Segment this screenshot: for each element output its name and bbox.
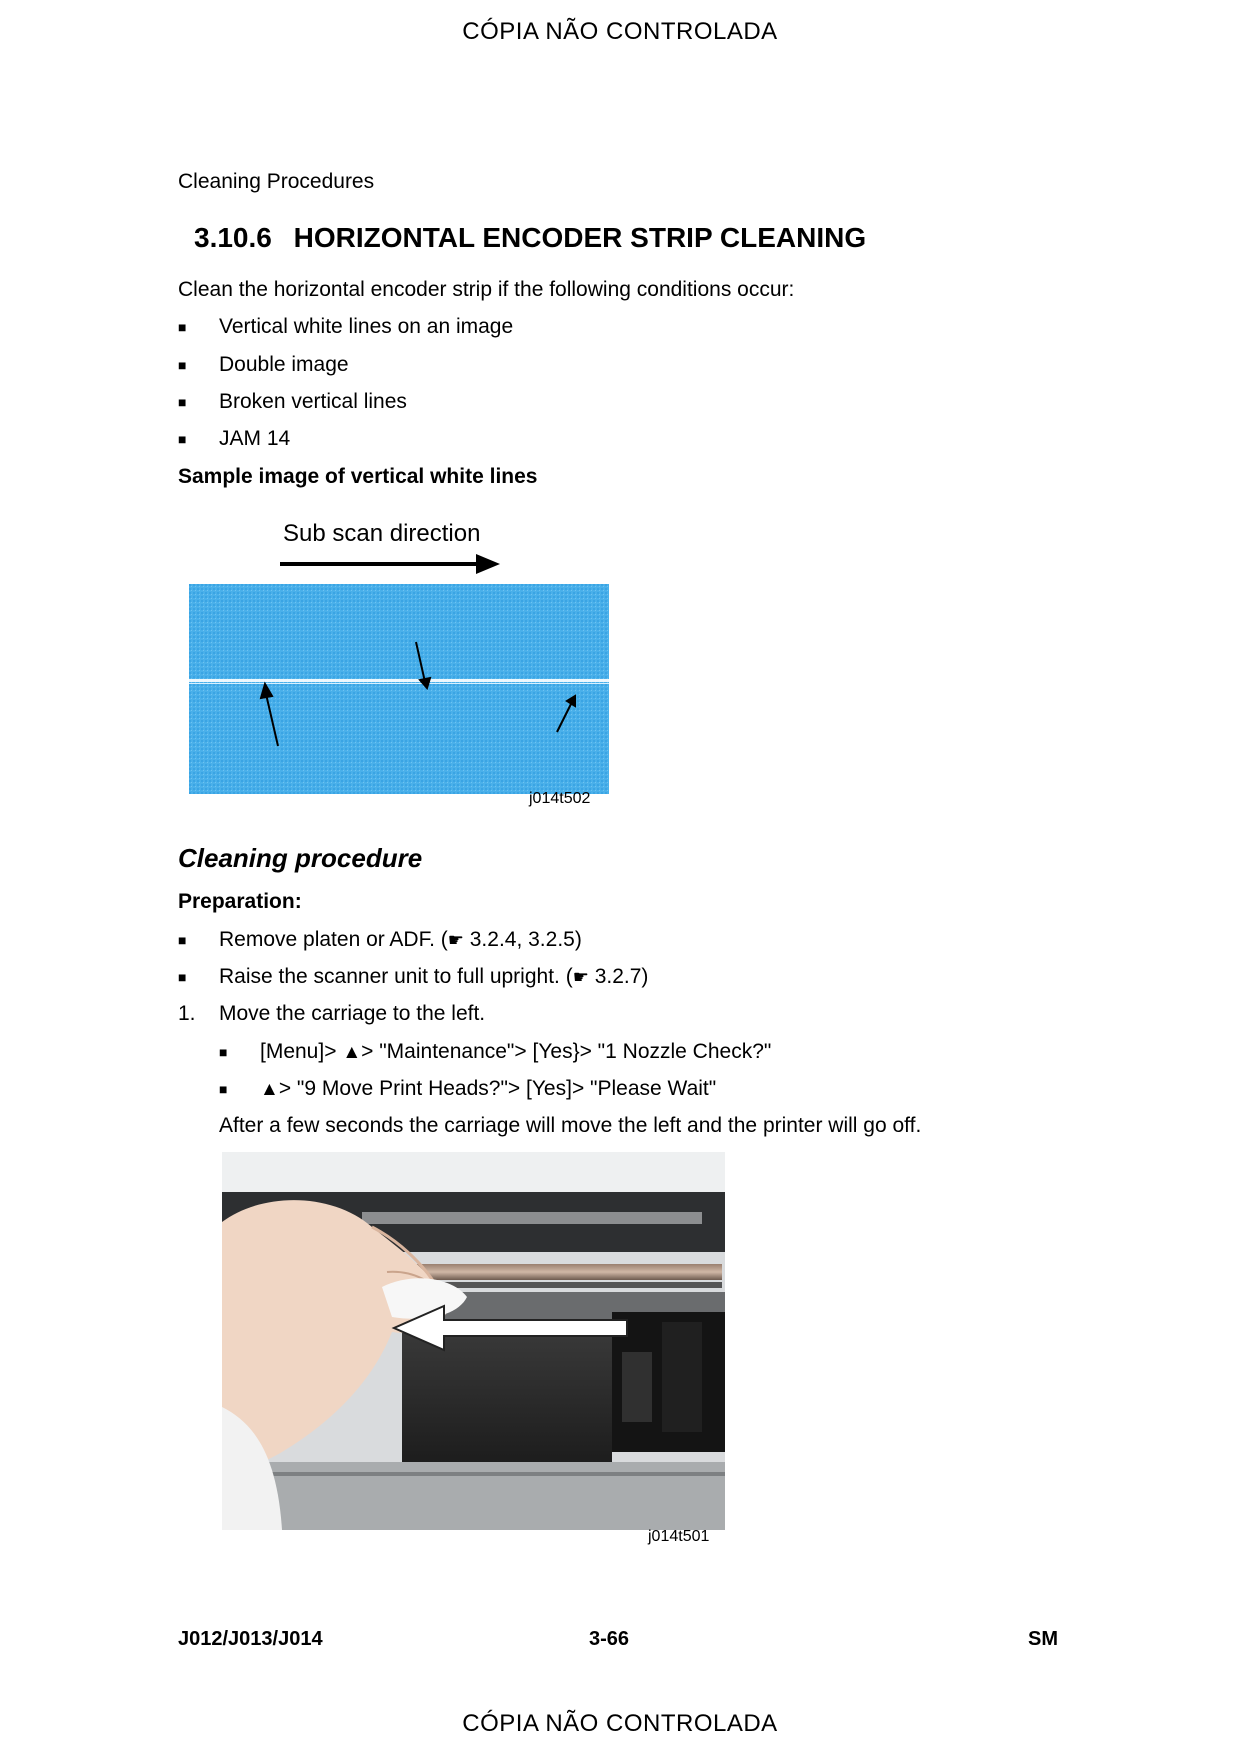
watermark-top: CÓPIA NÃO CONTROLADA (462, 18, 778, 45)
section-title (194, 222, 866, 254)
footer-doc-type: SM (1028, 1628, 1058, 1650)
bullet-icon: ■ (178, 357, 187, 373)
footer-page-number: 3-66 (589, 1628, 630, 1650)
footer-model: J012/J013/J014 (178, 1628, 323, 1650)
pointing-hand-icon: ☛ (572, 967, 589, 987)
direction-arrow-icon (278, 552, 503, 576)
up-arrow-icon: ▲ (342, 1042, 362, 1063)
bullet-icon: ■ (219, 1081, 228, 1097)
running-head: Cleaning Procedures (178, 170, 375, 193)
preparation-heading: Preparation: (178, 890, 302, 913)
bullet-icon: ■ (219, 1044, 228, 1060)
bullet-icon: ■ (178, 319, 187, 335)
section-title-text: HORIZONTAL ENCODER STRIP CLEANING (293, 222, 867, 253)
figure1-caption: j014t502 (529, 790, 591, 807)
step-number: 1. (178, 1002, 196, 1025)
watermark-bottom: CÓPIA NÃO CONTROLADA (462, 1710, 778, 1737)
procedure-heading: Cleaning procedure (178, 843, 423, 873)
pointing-hand-icon: ☛ (447, 930, 464, 950)
section-number: 3.10.6 (194, 222, 272, 253)
bullet-icon: ■ (178, 394, 187, 410)
bullet-icon: ■ (178, 932, 187, 948)
step-note: After a few seconds the carriage will move the left and the printer will go off. (219, 1114, 922, 1137)
up-arrow-icon: ▲ (260, 1079, 279, 1100)
bullet-icon: ■ (178, 969, 187, 985)
vertical-white-lines-sample-image (189, 584, 609, 794)
figure2-caption: j014t501 (648, 1528, 710, 1545)
intro-text: Clean the horizontal encoder strip if the following conditions occur: (178, 278, 795, 301)
step-text: Move the carriage to the left. (219, 1002, 486, 1025)
sub-scan-direction-label: Sub scan direction (283, 520, 481, 547)
carriage-cleaning-photo (222, 1152, 725, 1530)
sample-heading: Sample image of vertical white lines (178, 465, 538, 488)
bullet-icon: ■ (178, 431, 187, 447)
